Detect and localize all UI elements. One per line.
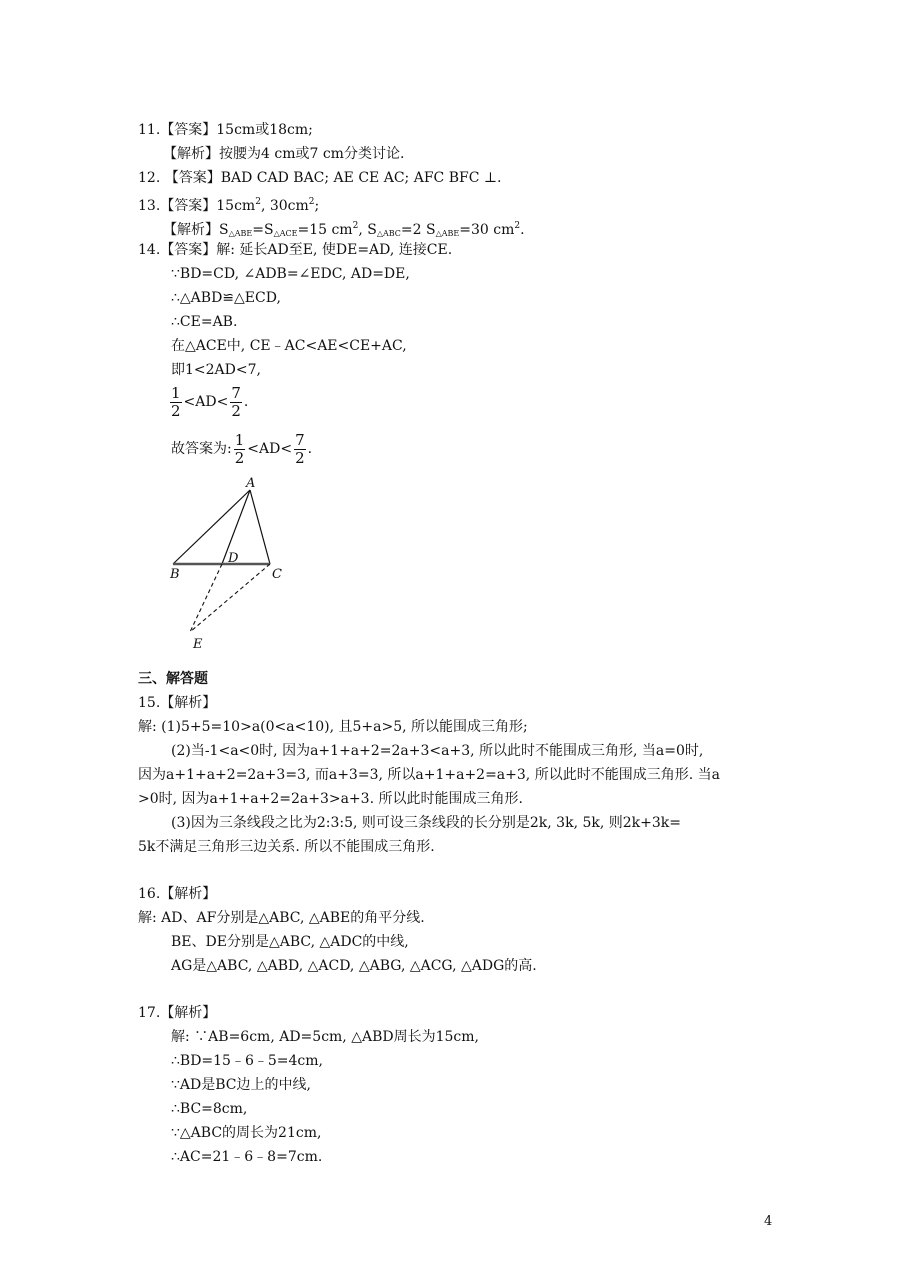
q14-line-1: ∵BD=CD, ∠ADB=∠EDC, AD=DE, xyxy=(171,266,410,282)
q17-line-4: ∴BC=8cm, xyxy=(171,1101,248,1117)
q17-line-5: ∵△ABC的周长为21cm, xyxy=(171,1125,322,1141)
q17-line-1: 解: ∵AB=6cm, AD=5cm, △ABD周长为15cm, xyxy=(171,1029,479,1045)
q14-final-answer: 故答案为: $\frac{1}{2}$ <AD< $\frac{7}{2}$ . xyxy=(171,430,313,467)
q12-answer: 12. 【答案】BAD CAD BAC; AE CE AC; AFC BFC ⊥. xyxy=(138,170,502,186)
label-A: A xyxy=(246,476,256,491)
q16-head: 16.【解析】 xyxy=(138,886,217,902)
q15-line-6: 5k不满足三角形三边关系. 所以不能围成三角形. xyxy=(138,839,435,855)
q17-line-3: ∵AD是BC边上的中线, xyxy=(171,1077,311,1093)
q16-line-1: 解: AD、AF分别是△ABC, △ABE的角平分线. xyxy=(138,910,425,926)
label-C: C xyxy=(272,567,282,582)
q14-inequality: $\frac{1}{2}$ <AD< $\frac{7}{2}$ . xyxy=(171,383,249,420)
q17-line-2: ∴BD=15﹣6﹣5=4cm, xyxy=(171,1053,323,1069)
page-number: 4 xyxy=(764,1214,773,1229)
q16-line-2: BE、DE分别是△ABC, △ADC的中线, xyxy=(171,934,409,950)
label-E: E xyxy=(193,637,203,652)
fraction-seven-halves: $\frac{7}{2}$ xyxy=(295,430,305,467)
q17-head: 17.【解析】 xyxy=(138,1005,217,1021)
q17-line-6: ∴AC=21﹣6﹣8=7cm. xyxy=(171,1149,323,1165)
q13-analysis: 【解析】$S_{\triangle ABE}=S_{\triangle ACE}=15$ $cm^2$, $S_{\triangle ABC}=2$ $S_{\triangle ABE}=30$ $cm^2$. xyxy=(163,221,525,238)
q14-line-4: 在△ACE中, CE﹣AC<AE<CE+AC, xyxy=(171,338,407,354)
fraction-seven-halves: $\frac{7}{2}$ xyxy=(231,383,241,420)
segment-CE xyxy=(190,564,270,632)
q13-answer: 13.【答案】$15cm^2$, $30cm^2$; xyxy=(138,197,320,214)
section-title: 三、解答题 xyxy=(138,671,208,687)
q11-answer: 11.【答案】15cm或18cm; xyxy=(138,122,313,138)
q14-line-2: ∴△ABD≌△ECD, xyxy=(171,290,281,306)
q14-line-3: ∴CE=AB. xyxy=(171,314,238,330)
q14-answer: 14.【答案】解: 延长AD至E, 使DE=AD, 连接CE. xyxy=(138,242,453,258)
q15-line-1: 解: (1)5+5=10>a(0<a<10), 且5+a>5, 所以能围成三角形; xyxy=(138,719,528,735)
segment-AC xyxy=(250,490,270,564)
q15-line-5: (3)因为三条线段之比为2:3:5, 则可设三条线段的长分别是2k, 3k, 5k, 则2k+3k= xyxy=(171,815,682,831)
segment-DE xyxy=(190,564,222,632)
q16-line-3: AG是△ABC, △ABD, △ACD, △ABG, △ACG, △ADG的高. xyxy=(171,958,537,974)
q15-line-4: >0时, 因为a+1+a+2=2a+3>a+3. 所以此时能围成三角形. xyxy=(138,791,523,807)
label-B: B xyxy=(170,567,180,582)
fraction-one-half: $\frac{1}{2}$ xyxy=(171,383,181,420)
triangle-figure xyxy=(160,470,300,655)
q15-line-2: (2)当-1<a<0时, 因为a+1+a+2=2a+3<a+3, 所以此时不能围成三角形, 当a=0时, xyxy=(171,743,704,759)
q11-analysis: 【解析】按腰为4 cm或7 cm分类讨论. xyxy=(163,146,405,162)
fraction-one-half: $\frac{1}{2}$ xyxy=(234,430,245,467)
q15-head: 15.【解析】 xyxy=(138,695,217,711)
q14-line-5: 即1<2AD<7, xyxy=(171,362,261,378)
label-D: D xyxy=(228,551,239,566)
segment-AB xyxy=(173,490,250,564)
q15-line-3: 因为a+1+a+2=2a+3=3, 而a+3=3, 所以a+1+a+2=a+3, 所以此时不能围成三角形. 当a xyxy=(138,767,720,783)
